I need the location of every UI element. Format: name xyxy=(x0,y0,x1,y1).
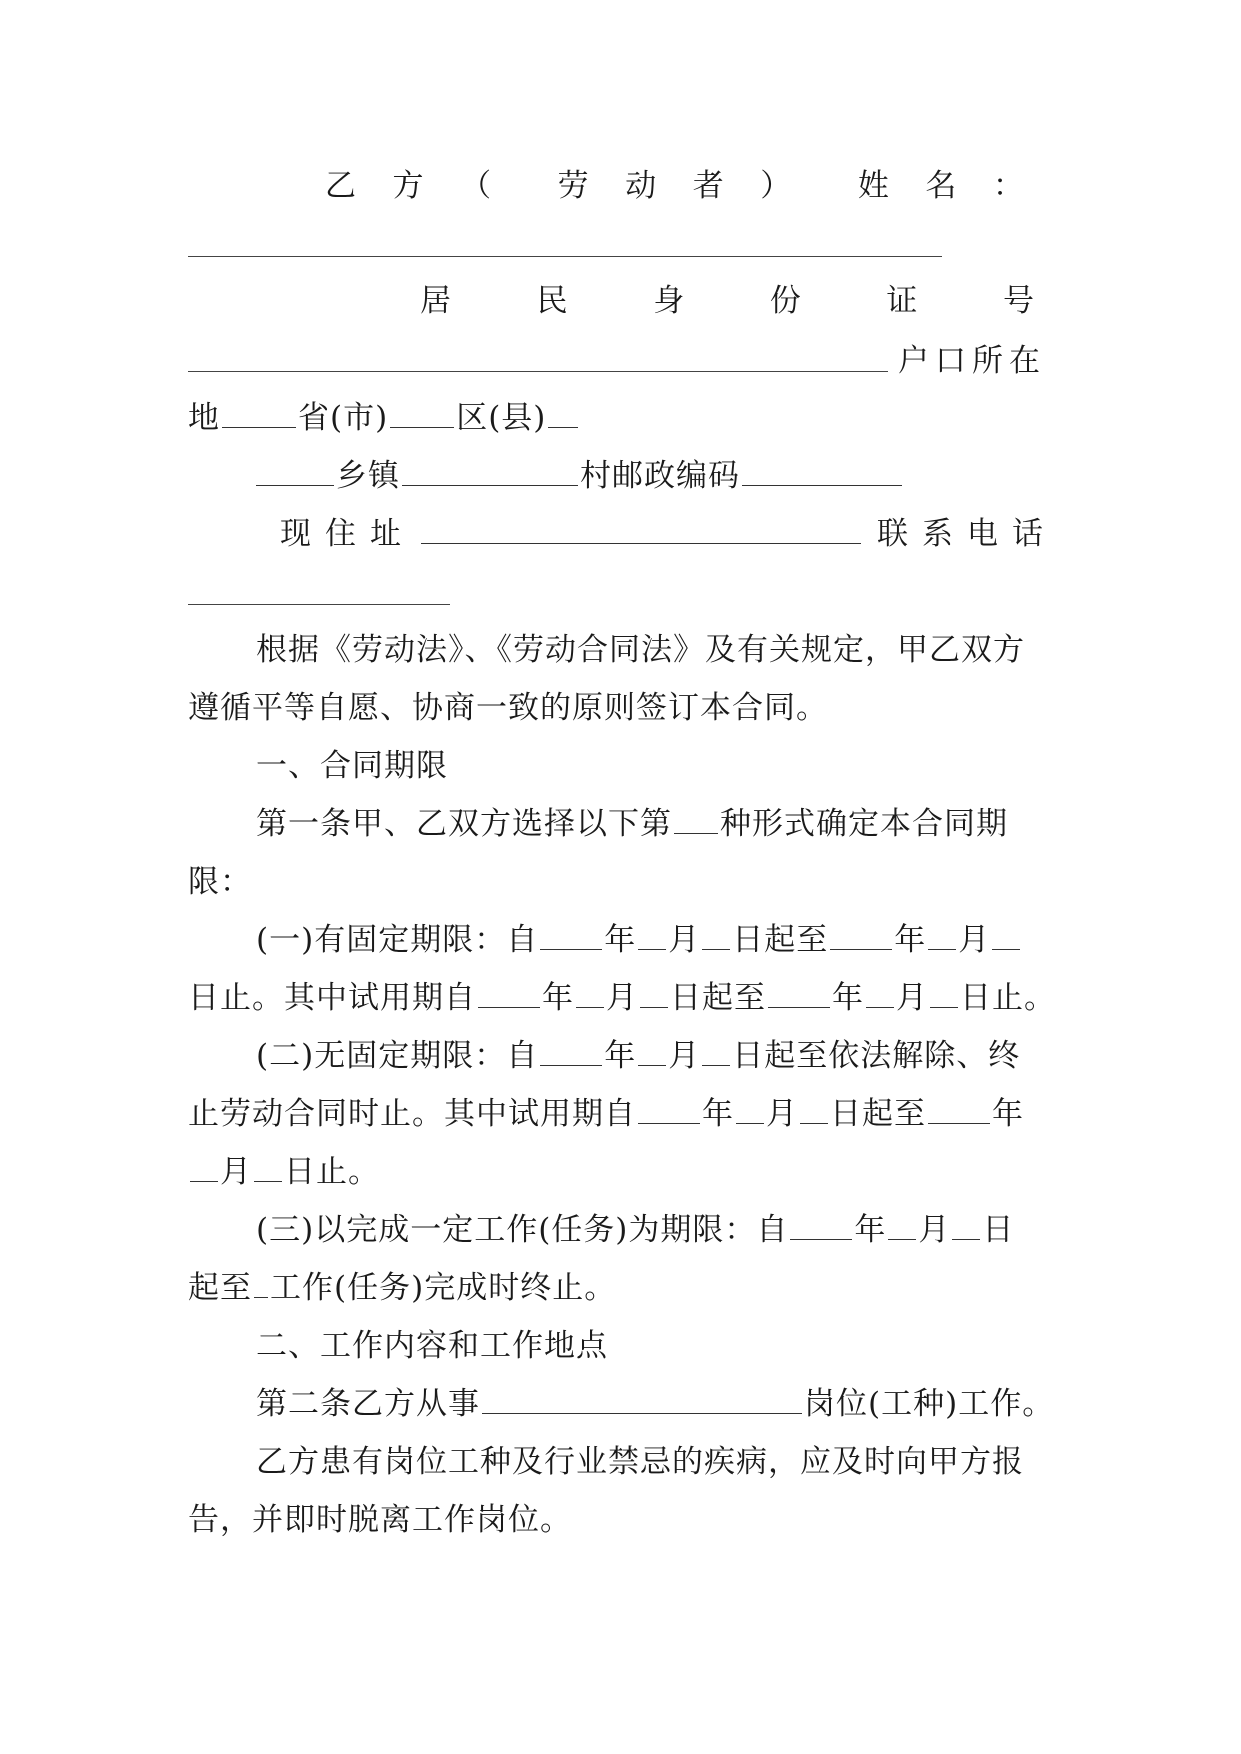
open-probation-start-year-blank[interactable] xyxy=(638,1122,700,1124)
village-blank[interactable] xyxy=(402,484,578,486)
task-term-line-2: 起至 工作(任务)完成时终止。 xyxy=(188,1270,617,1306)
open-start-year-blank[interactable] xyxy=(540,1064,602,1066)
open-probation-start-month-blank[interactable] xyxy=(736,1122,764,1124)
task-start-year-blank[interactable] xyxy=(790,1238,852,1240)
fixed-end-month-blank[interactable] xyxy=(928,948,956,950)
hukou-trailing-blank[interactable] xyxy=(548,426,578,428)
preamble-line-2: 遵循平等自愿、协商一致的原则签订本合同。 xyxy=(188,690,828,726)
fixed-term-line-1: (一)有固定期限：自 年 月 日起至 年 月 xyxy=(256,920,1048,960)
article-1-line-2: 限： xyxy=(188,864,252,900)
task-start-day-blank[interactable] xyxy=(952,1238,980,1240)
section-2-title: 二、工作内容和工作地点 xyxy=(256,1328,608,1364)
township-blank[interactable] xyxy=(256,484,334,486)
fixed-start-year-blank[interactable] xyxy=(540,948,602,950)
address-blank[interactable] xyxy=(421,542,861,544)
open-probation-end-month-blank[interactable] xyxy=(190,1180,218,1182)
open-start-month-blank[interactable] xyxy=(638,1064,666,1066)
id-number-label: 居 民 身 份 证 号 xyxy=(420,283,1035,319)
open-probation-end-day-blank[interactable] xyxy=(254,1180,282,1182)
hukou-label: 户口所在 xyxy=(898,343,1046,379)
section-1-title: 一、合同期限 xyxy=(256,748,448,784)
fixed-probation-start-month-blank[interactable] xyxy=(576,1006,604,1008)
party-b-name-label: 乙 方 （ 劳 动 者 ） 姓 名 ： xyxy=(325,168,1025,204)
township-line: 乡镇 村邮政编码 xyxy=(254,456,1114,496)
id-number-blank[interactable] xyxy=(188,371,888,372)
fixed-end-day-blank[interactable] xyxy=(992,948,1020,950)
open-start-day-blank[interactable] xyxy=(702,1064,730,1066)
task-term-line-1: (三)以完成一定工作(任务)为期限：自 年 月 日 xyxy=(256,1212,1015,1248)
position-blank[interactable] xyxy=(482,1412,802,1414)
article-2-line: 第二条乙方从事 岗位(工种)工作。 xyxy=(256,1386,1055,1422)
fixed-probation-start-day-blank[interactable] xyxy=(640,1006,668,1008)
district-blank[interactable] xyxy=(390,426,454,428)
article-1-line-1: 第一条甲、乙双方选择以下第 种形式确定本合同期 xyxy=(256,806,1008,842)
fixed-start-day-blank[interactable] xyxy=(702,948,730,950)
taboo-line-2: 告，并即时脱离工作岗位。 xyxy=(188,1502,572,1538)
open-term-line-2: 止劳动合同时止。其中试用期自 年 月 日起至 年 xyxy=(188,1096,1024,1132)
task-end-blank[interactable] xyxy=(254,1296,268,1298)
task-start-month-blank[interactable] xyxy=(888,1238,916,1240)
form-choice-blank[interactable] xyxy=(674,832,718,834)
fixed-term-line-2: 日止。其中试用期自 年 月 日起至 年 月 日止。 xyxy=(188,980,1056,1016)
open-term-line-1: (二)无固定期限：自 年 月 日起至依法解除、终 xyxy=(256,1038,1021,1074)
taboo-line-1: 乙方患有岗位工种及行业禁忌的疾病，应及时向甲方报 xyxy=(256,1444,1024,1480)
open-probation-end-year-blank[interactable] xyxy=(928,1122,990,1124)
postcode-blank[interactable] xyxy=(742,484,902,486)
fixed-probation-start-year-blank[interactable] xyxy=(478,1006,540,1008)
address-line: 现住址 联系电话 xyxy=(280,516,1057,552)
fixed-start-month-blank[interactable] xyxy=(638,948,666,950)
name-blank[interactable] xyxy=(188,256,942,257)
phone-blank[interactable] xyxy=(188,604,450,605)
fixed-probation-end-year-blank[interactable] xyxy=(768,1006,830,1008)
province-blank[interactable] xyxy=(222,426,296,428)
fixed-probation-end-day-blank[interactable] xyxy=(930,1006,958,1008)
open-probation-start-day-blank[interactable] xyxy=(800,1122,828,1124)
fixed-probation-end-month-blank[interactable] xyxy=(866,1006,894,1008)
hukou-address-line: 地 省(市) 区(县) xyxy=(188,398,1048,438)
open-term-line-3: 月 日止。 xyxy=(188,1152,1048,1192)
fixed-end-year-blank[interactable] xyxy=(830,948,892,950)
preamble-line-1: 根据《劳动法》、《劳动合同法》及有关规定，甲乙双方 xyxy=(256,632,1025,668)
